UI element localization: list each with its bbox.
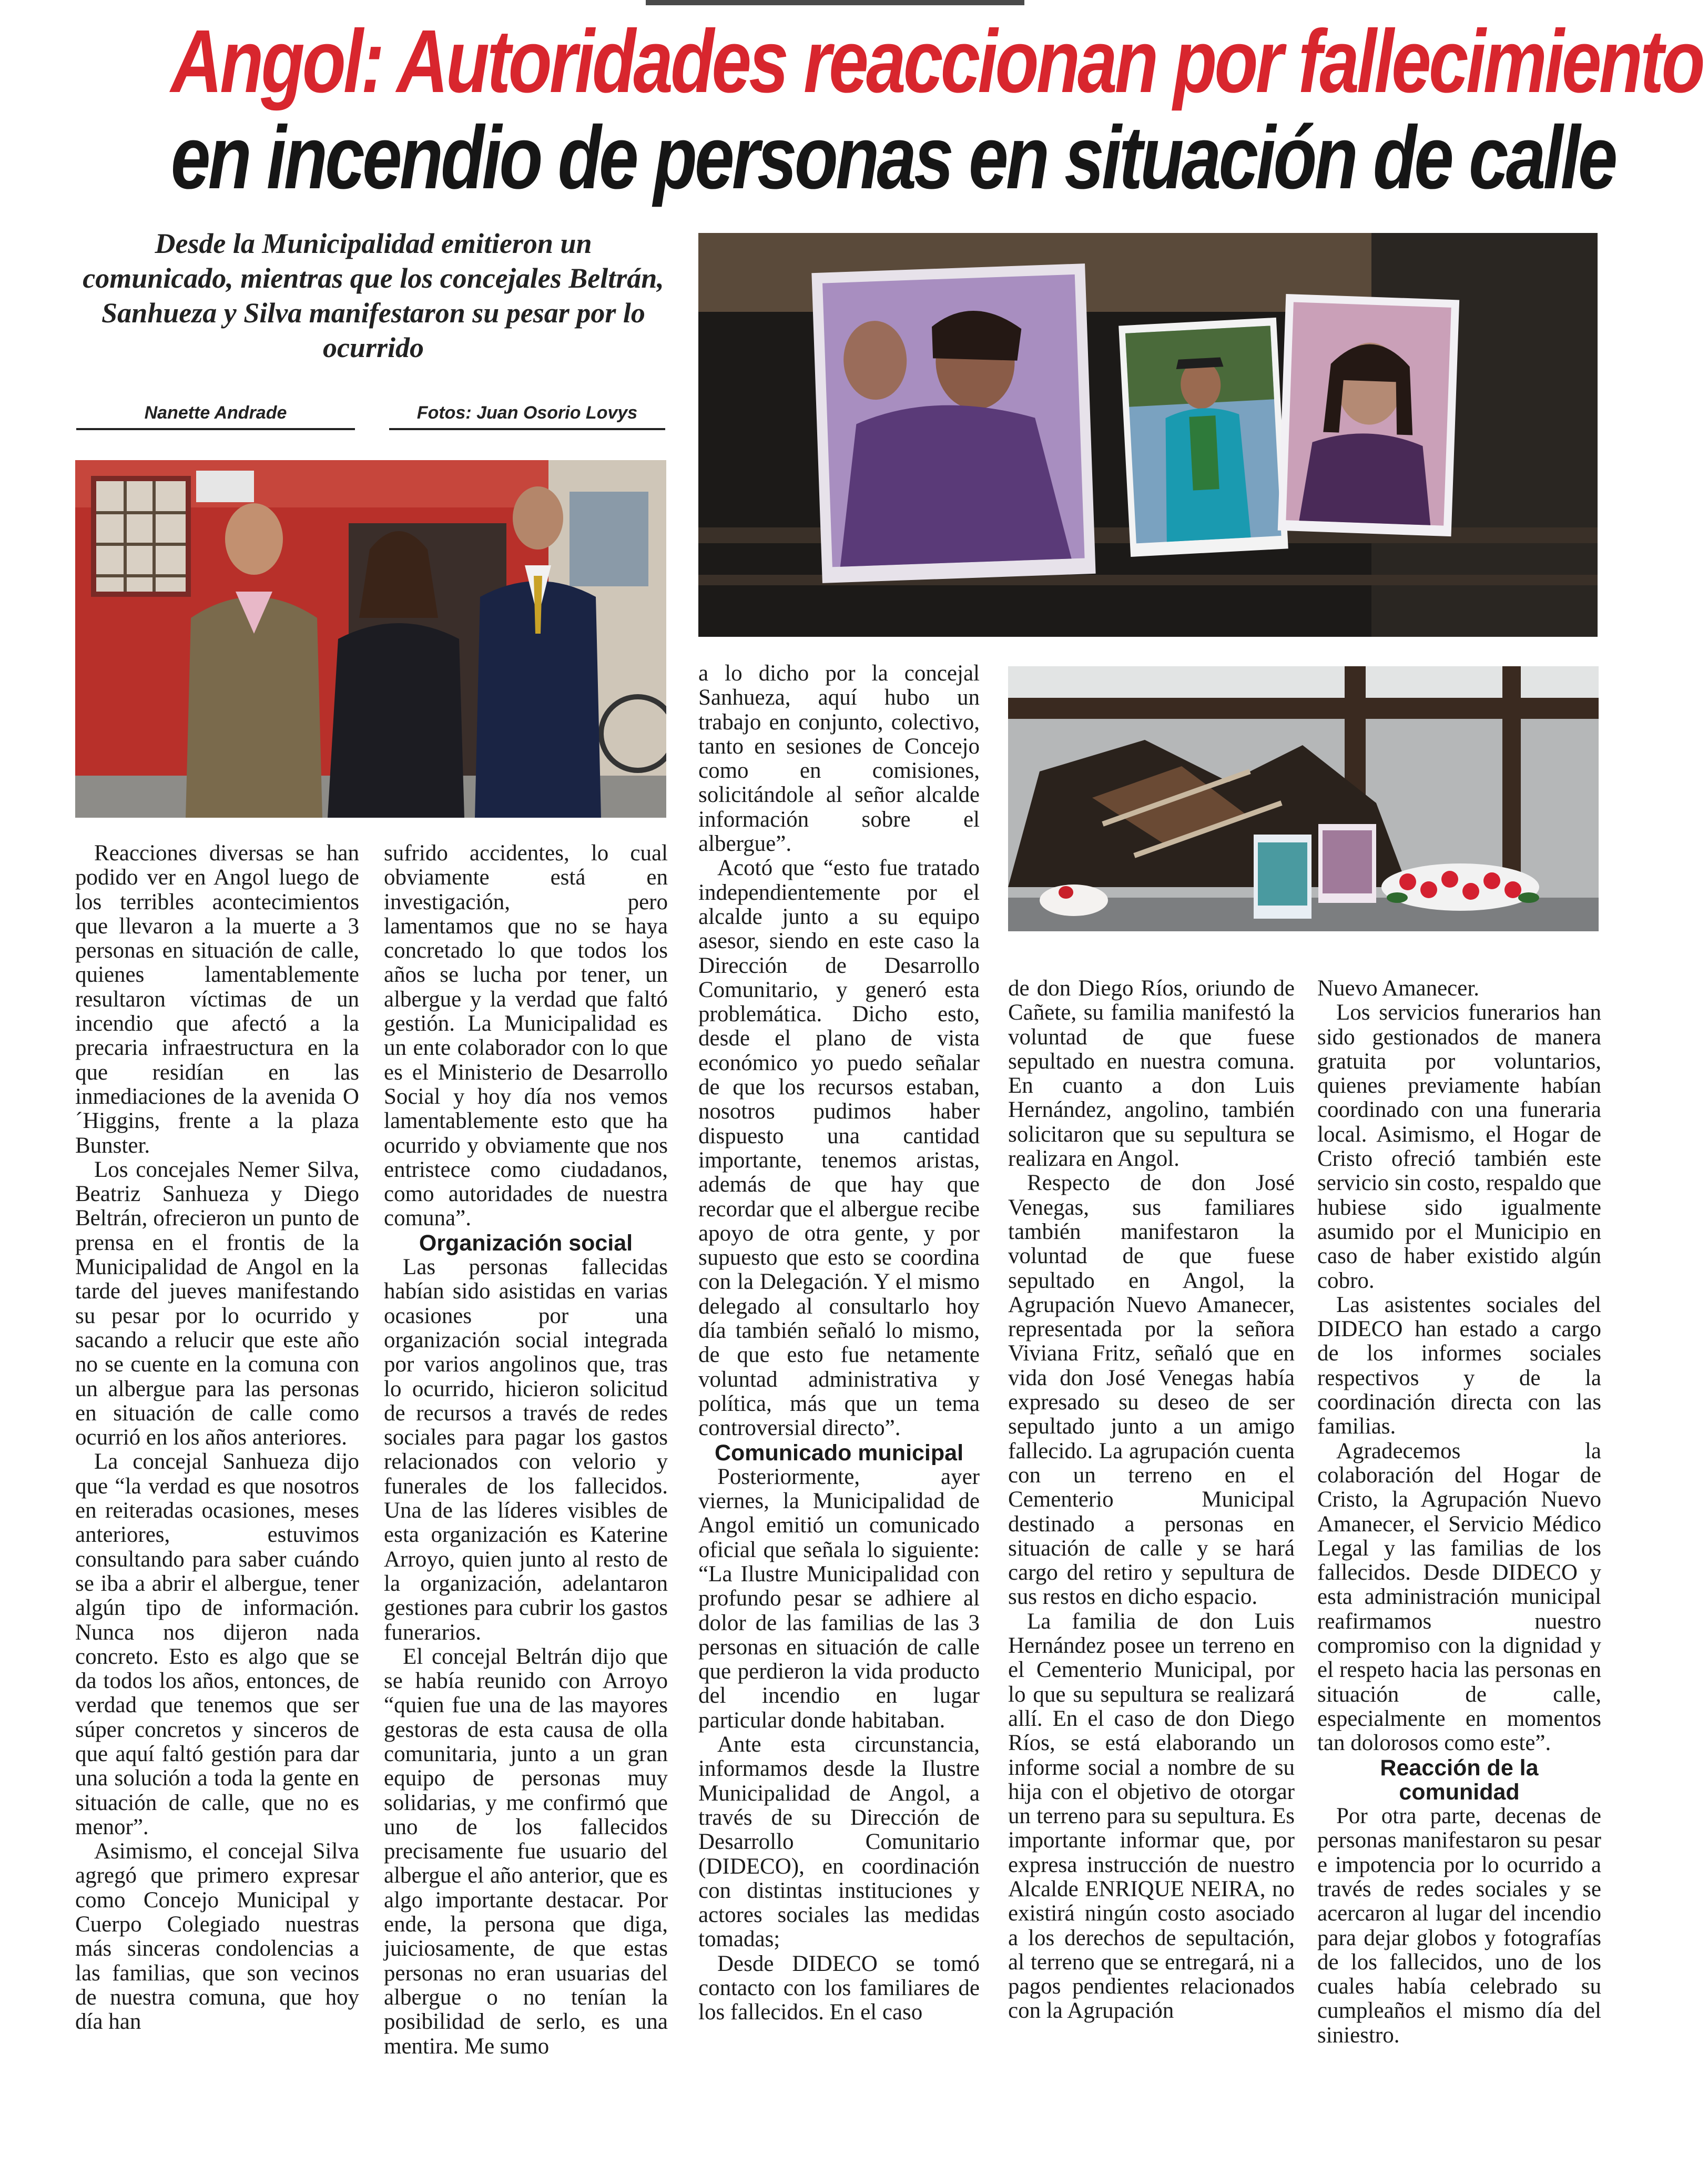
- headline-line-2: en incendio de personas en situación de calle: [170, 108, 1615, 208]
- paragraph: Los concejales Nemer Silva, Beatriz Sanhueza y Diego Beltrán, ofrecieron un punto de prensa en el frontis de la Municipalidad de Angol en la tarde del jueves manifestando su pesar por lo ocurrido y sacando a relucir que este año no se cuente en la comuna con un albergue para las personas en situación de calle como ocurrió en los años anteriores.: [75, 1157, 359, 1450]
- author-credit: Nanette Andrade: [76, 403, 355, 430]
- paragraph: Las personas fallecidas habían sido asistidas en varias ocasiones por una organización social integrada por varios angolinos que, tras lo ocurrido, hicieron solicitud de recursos a través de redes sociales para pagar los gastos relacionados con velorio y funerales de los fallecidos. Una de las líderes visibles de esta organización es Katerine Arroyo, quien junto al resto de la organización, adelantaron gestiones para cubrir los gastos funerarios.: [384, 1255, 668, 1645]
- paragraph: El concejal Beltrán dijo que se había reunido con Arroyo “quien fue una de las mayores gestoras de esta causa de olla comunitaria, junto a un gran equipo de personas muy solidarias, y me confirmó que uno de los fallecidos precisamente fue usuario del albergue el año anterior, que es algo importante destacar. Por ende, la persona que diga, juiciosamente, de que estas personas no eran usuarias del albergue o no tenían la posibilidad de serlo, es una mentira. Me sumo: [384, 1644, 668, 2059]
- burned-site-photo: [1008, 666, 1599, 931]
- paragraph: de don Diego Ríos, oriundo de Cañete, su familia manifestó la voluntad de que fuese sepultado en nuestra comuna. En cuanto a don Luis Hernández, angolino, también solicitaron que su sepultura se realizara en Angol.: [1008, 976, 1295, 1172]
- paragraph: Nuevo Amanecer.: [1317, 976, 1480, 1001]
- article-column-3: [698, 662, 980, 2025]
- section-heading-comunicado-municipal: Comunicado municipal: [714, 1440, 964, 1466]
- paragraph: Posteriormente, ayer viernes, la Municipalidad de Angol emitió un comunicado oficial que señala lo siguiente: “La Ilustre Municipalidad con profundo pesar se adhiere al dolor de las familias de las 3 personas en situación de calle que perdieron la vida producto del incendio en lugar particular donde habitaban.: [698, 1464, 980, 1733]
- paragraph: Los servicios funerarios han sido gestionados de manera gratuita por voluntarios, quienes previamente habían coordinado con una funeraria local. Asimismo, el Hogar de Cristo ofreció también este servicio sin costo, respaldo que hubiese sido igualmente asumido por el Municipio en caso de haber existido algún cobro.: [1317, 1000, 1601, 1293]
- headline-line-1: Angol: Autoridades reaccionan por fallecimiento: [170, 12, 1703, 111]
- paragraph: Acotó que “esto fue tratado independientemente por el alcalde junto a su equipo asesor, siendo en este caso la Dirección de Desarrollo Comunitario, y generó esta problemática. Dicho esto, desde el plano de vista económico yo puedo señalar de que los recursos estaban, nosotros pudimos haber dispuesto una cantidad importante, tenemos aristas, además de que hay que recordar que el albergue recibe apoyo de otra gente, y por supuesto que esto se coordina con la Delegación. Y el mismo delegado al consultarlo hoy día también señaló lo mismo, de que esto fue netamente voluntad administrativa y política, más que un tema controversial directo”.: [698, 856, 980, 1441]
- victims-photos-memorial: [698, 233, 1598, 637]
- paragraph: Respecto de don José Venegas, sus familiares también manifestaron la voluntad de que fuese sepultado en Angol, la Agrupación Nuevo Amanecer, representada por la señora Viviana Fritz, señaló que en vida don José Venegas había expresado su deseo de ser sepultado junto a un amigo fallecido. La agrupación cuenta con un terreno en el Cementerio Municipal destinado a personas en situación de calle y se hará cargo del retiro y sepultura de sus restos en dicho espacio.: [1008, 1171, 1295, 1610]
- article-column-5: [1317, 977, 1601, 2048]
- section-heading-organizacion-social: Organización social: [419, 1230, 633, 1256]
- paragraph: Reacciones diversas se han podido ver en Angol luego de los terribles acontecimientos que llevaron a la muerte a 3 personas en situación de calle, quienes lamentablemente resultaron víctimas de un incendio que afectó a la precaria infraestructura en la que residían en las inmediaciones de la avenida O´Higgins, frente a la plaza Bunster.: [75, 841, 359, 1158]
- paragraph: Asimismo, el concejal Silva agregó que primero expresar como Concejo Municipal y Cuerpo Colegiado nuestras más sinceras condolencias a las familias, que son vecinos de nuestra comuna, que hoy día han: [75, 1839, 359, 2035]
- deck-subtitle: Desde la Municipalidad emitieron un comunicado, mientras que los concejales Beltrán, Sanhueza y Silva manifestaron su pesar por lo ocurrido: [83, 228, 664, 363]
- paragraph: Por otra parte, decenas de personas manifestaron su pesar e impotencia por lo ocurrido a través de redes sociales y se acercaron al lugar del incendio para dejar globos y fotografías de los fallecidos, uno de los cuales había celebrado su cumpleaños el mismo día del siniestro.: [1317, 1804, 1601, 2048]
- paragraph: Ante esta circunstancia, informamos desde la Ilustre Municipalidad de Angol, a través de su Dirección de Desarrollo Comunitario (DIDECO), en coordinación con distintas instituciones y actores sociales las medidas tomadas;: [698, 1732, 980, 1952]
- paragraph: Agradecemos la colaboración del Hogar de Cristo, la Agrupación Nuevo Amanecer, el Servicio Médico Legal y las familias de los fallecidos. Desde DIDECO y esta administración municipal reafirmamos nuestro compromiso con la dignidad y el respeto hacia las personas en situación de calle, especialmente en momentos tan dolorosos como este”.: [1317, 1438, 1601, 1756]
- paragraph: La familia de don Luis Hernández posee un terreno en el Cementerio Municipal, por lo que su sepultura se realizará allí. En el caso de don Diego Ríos, se está elaborando un informe social a nombre de su hija con el objetivo de otorgar un terreno para su sepultura. Es importante informar que, por expresa instrucción de nuestro Alcalde ENRIQUE NEIRA, no existirá ningún costo asociado a los derechos de sepultación, al terreno que se entregará, ni a pagos pendientes relacionados con la Agrupación: [1008, 1609, 1295, 2023]
- paragraph: La concejal Sanhueza dijo que “la verdad es que nosotros en reiteradas ocasiones, meses anteriores, estuvimos consultando para saber cuándo se iba a abrir el albergue, tener algún tipo de información. Nunca nos dijeron nada concreto. Esto es algo que se da todos los años, entonces, de verdad que tenemos que ser súper concretos y sinceros de que aquí faltó gestión para dar una solución a toda la gente en situación de calle, que no es menor”.: [75, 1449, 359, 1839]
- article-column-2: [384, 841, 668, 2059]
- section-heading-reaccion-comunidad: Reacción de la comunidad: [1380, 1755, 1539, 1805]
- paragraph: Las asistentes sociales del DIDECO han estado a cargo de los informes sociales respectivos y de la coordinación directa con las familias.: [1317, 1292, 1601, 1439]
- officials-photo: [75, 460, 666, 818]
- photo-credit: Fotos: Juan Osorio Lovys: [389, 403, 665, 430]
- top-rule: [646, 0, 1024, 5]
- article-column-1: [75, 841, 359, 2035]
- article-column-4: [1008, 977, 1295, 2023]
- paragraph: Desde DIDECO se tomó contacto con los familiares de los fallecidos. En el caso: [698, 1951, 980, 2025]
- paragraph: sufrido accidentes, lo cual obviamente está en investigación, pero lamentamos que no se haya concretado lo que todos los años se lucha por tener, un albergue y la verdad que faltó gestión. La Municipalidad es un ente colaborador con lo que es el Ministerio de Desarrollo Social y hoy día nos vemos lamentablemente esto que ha ocurrido y obviamente que nos entristece como ciudadanos, como autoridades de nuestra comuna”.: [384, 841, 668, 1231]
- paragraph: a lo dicho por la concejal Sanhueza, aquí hubo un trabajo en conjunto, colectivo, tanto en sesiones de Concejo como en comisiones, solicitándole al señor alcalde información sobre el albergue”.: [698, 661, 980, 857]
